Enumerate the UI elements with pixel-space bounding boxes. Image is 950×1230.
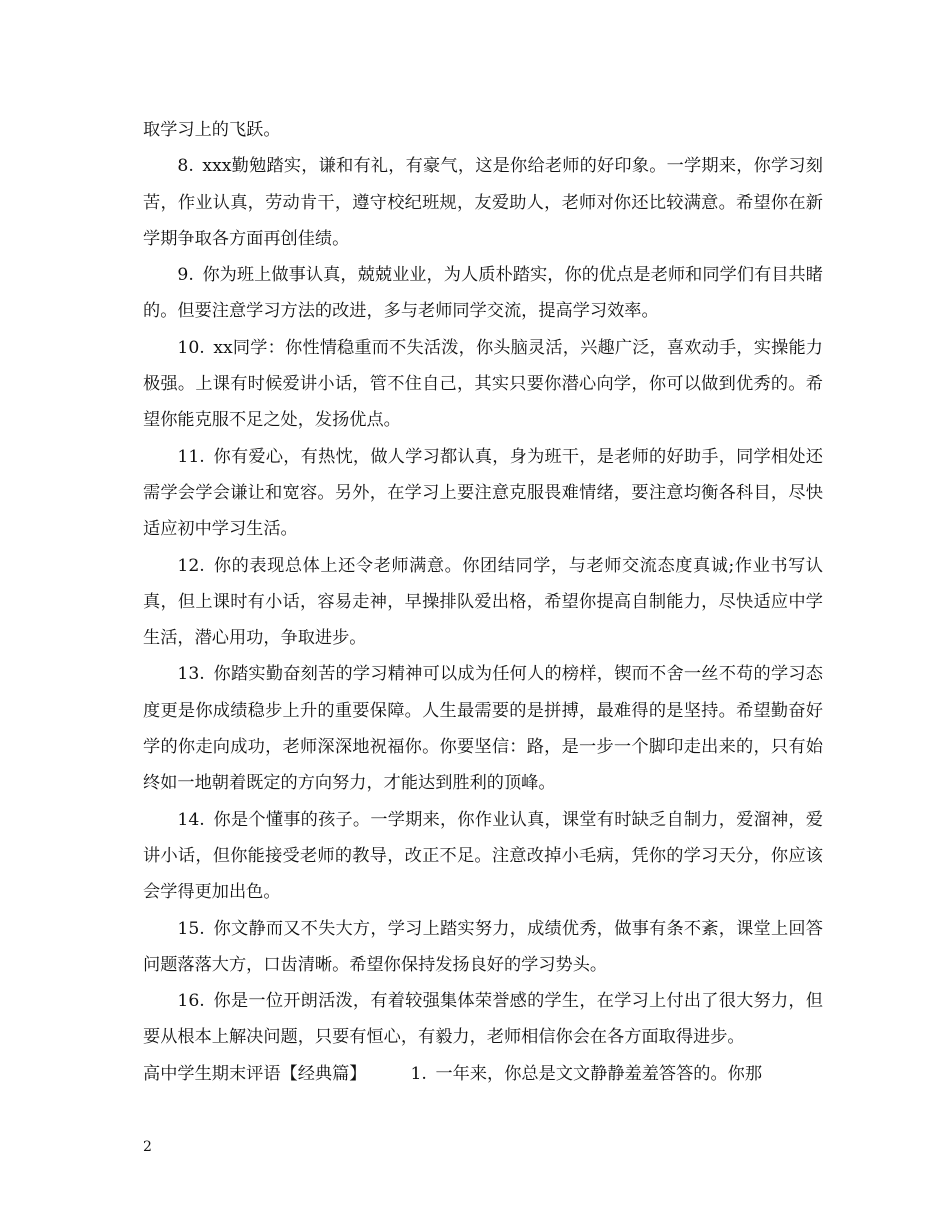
comment-paragraph-10 <box>143 330 823 439</box>
item-number: 13. <box>177 664 205 685</box>
item-number: 9. <box>177 265 194 286</box>
comment-paragraph-16 <box>143 983 823 1056</box>
item-number: 10. <box>177 337 205 358</box>
item-number: 16. <box>177 991 205 1012</box>
item-text: 你文静而又不失大方，学习上踏实努力，成绩优秀，做事有条不紊，课堂上回答问题落落大方，口齿清晰。希望你保持发扬良好的学习势头。 <box>143 918 823 975</box>
document-body <box>143 112 823 1092</box>
section-heading-line <box>143 1056 823 1092</box>
item-text: 你为班上做事认真，兢兢业业，为人质朴踏实，你的优点是老师和同学们有目共睹的。但要注意学习方法的改进，多与老师同学交流，提高学习效率。 <box>143 265 823 322</box>
comment-paragraph-15 <box>143 911 823 984</box>
continuation-paragraph: 取学习上的飞跃。 <box>143 120 281 140</box>
item-number: 12. <box>177 555 205 576</box>
comment-paragraph-8 <box>143 148 823 257</box>
comment-paragraph-14 <box>143 802 823 911</box>
page-number: 2 <box>143 1139 152 1155</box>
item-number: 14. <box>177 809 205 830</box>
item-text: 你的表现总体上还令老师满意。你团结同学，与老师交流态度真诚;作业书写认真，但上课时有小话，容易走神，早操排队爱出格，希望你提高自制能力，尽快适应中学生活，潜心用功，争取进步。 <box>143 555 823 649</box>
comment-paragraph-11 <box>143 439 823 548</box>
item-text: 你是个懂事的孩子。一学期来，你作业认真，课堂有时缺乏自制力，爱溜神，爱讲小话，但你能接受老师的教导，改正不足。注意改掉小毛病，凭你的学习天分，你应该会学得更加出色。 <box>143 809 823 903</box>
comment-paragraph-13 <box>143 656 823 801</box>
item-text: 你有爱心，有热忱，做人学习都认真，身为班干，是老师的好助手，同学相处还需学会学会谦让和宽容。另外，在学习上要注意克服畏难情绪，要注意均衡各科目，尽快适应初中学习生活。 <box>143 446 823 540</box>
item-text: 一年来，你总是文文静静羞羞答答的。你那 <box>435 1063 763 1084</box>
item-text: xx同学：你性情稳重而不失活泼，你头脑灵活，兴趣广泛，喜欢动手，实操能力极强。上课有时候爱讲小话，管不住自己，其实只要你潜心向学，你可以做到优秀的。希望你能克服不足之处，发扬优点。 <box>143 337 823 431</box>
item-text: xxx勤勉踏实，谦和有礼，有豪气，这是你给老师的好印象。一学期来，你学习刻苦，作业认真，劳动肯干，遵守校纪班规，友爱助人，老师对你还比较满意。希望你在新学期争取各方面再创佳绩。 <box>143 156 823 249</box>
item-number: 8. <box>177 156 194 177</box>
item-text: 你是一位开朗活泼，有着较强集体荣誉感的学生，在学习上付出了很大努力，但要从根本上解决问题，只要有恒心，有毅力，老师相信你会在各方面取得进步。 <box>143 991 823 1048</box>
comment-paragraph-9 <box>143 257 823 330</box>
item-number: 15. <box>177 918 205 939</box>
comment-paragraph-12 <box>143 548 823 657</box>
item-text: 你踏实勤奋刻苦的学习精神可以成为任何人的榜样，锲而不舍一丝不苟的学习态度更是你成绩稳步上升的重要保障。人生最需要的是拼搏，最难得的是坚持。希望勤奋好学的你走向成功，老师深深地祝福你。你要坚信：路，是一步一个脚印走出来的，只有始终如一地朝着既定的方向努力，才能达到胜利的顶峰。 <box>143 664 823 794</box>
item-number: 11. <box>177 446 205 467</box>
section-heading: 高中学生期末评语【经典篇】 <box>143 1063 367 1084</box>
item-number: 1. <box>410 1063 427 1084</box>
